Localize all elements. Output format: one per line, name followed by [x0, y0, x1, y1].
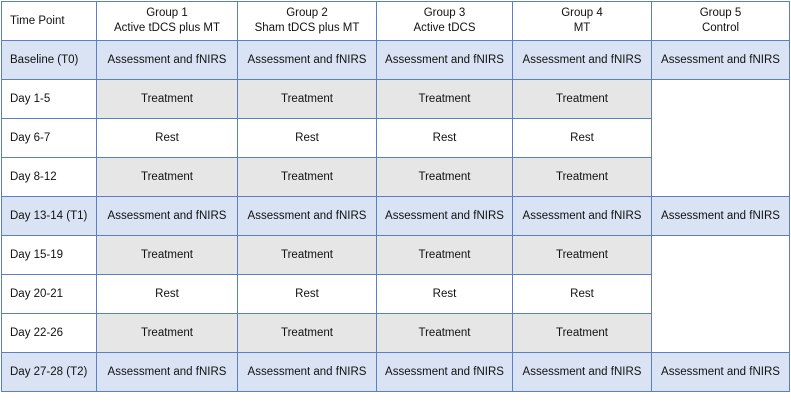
schedule-cell: Treatment — [377, 236, 513, 275]
header-row — [2, 2, 790, 41]
group-5-empty-cell — [652, 80, 790, 197]
schedule-cell: Treatment — [238, 236, 377, 275]
schedule-cell: Treatment — [238, 314, 377, 353]
schedule-cell: Treatment — [97, 80, 238, 119]
schedule-cell: Assessment and fNIRS — [652, 353, 790, 392]
schedule-cell: Assessment and fNIRS — [97, 197, 238, 236]
schedule-cell: Rest — [238, 119, 377, 158]
schedule-cell: Treatment — [238, 80, 377, 119]
schedule-cell: Assessment and fNIRS — [238, 41, 377, 80]
group-name: Group 5 — [699, 7, 742, 19]
schedule-cell: Treatment — [377, 314, 513, 353]
schedule-cell: Assessment and fNIRS — [377, 353, 513, 392]
schedule-cell: Assessment and fNIRS — [652, 41, 790, 80]
table-row — [2, 236, 790, 275]
table-row — [2, 41, 790, 80]
study-schedule-table — [1, 1, 790, 392]
time-point-cell: Baseline (T0) — [2, 41, 97, 80]
group-condition: Active tDCS — [413, 22, 476, 34]
header-group-4 — [513, 2, 652, 41]
schedule-cell: Assessment and fNIRS — [97, 41, 238, 80]
header-group-2 — [238, 2, 377, 41]
group-condition: Control — [701, 22, 740, 34]
table-row — [2, 80, 790, 119]
schedule-cell: Rest — [377, 119, 513, 158]
schedule-cell: Assessment and fNIRS — [238, 353, 377, 392]
header-time-point: Time Point — [2, 2, 97, 41]
schedule-cell: Treatment — [513, 158, 652, 197]
table-row — [2, 353, 790, 392]
schedule-cell: Assessment and fNIRS — [238, 197, 377, 236]
group-condition: Active tDCS plus MT — [113, 22, 221, 34]
header-group-1 — [97, 2, 238, 41]
time-point-cell: Day 20-21 — [2, 275, 97, 314]
schedule-cell: Treatment — [238, 158, 377, 197]
group-condition: MT — [573, 22, 591, 34]
schedule-cell: Assessment and fNIRS — [513, 41, 652, 80]
schedule-cell: Treatment — [97, 236, 238, 275]
time-point-cell: Day 13-14 (T1) — [2, 197, 97, 236]
time-point-cell: Day 8-12 — [2, 158, 97, 197]
schedule-cell: Treatment — [513, 80, 652, 119]
schedule-cell: Rest — [97, 275, 238, 314]
time-point-cell: Day 27-28 (T2) — [2, 353, 97, 392]
schedule-cell: Rest — [513, 119, 652, 158]
schedule-cell: Treatment — [377, 80, 513, 119]
schedule-cell: Treatment — [513, 236, 652, 275]
group-condition: Sham tDCS plus MT — [254, 22, 360, 34]
group-name: Group 4 — [561, 7, 603, 19]
group-name: Group 3 — [423, 7, 466, 19]
group-5-empty-cell — [652, 236, 790, 353]
header-group-5 — [652, 2, 790, 41]
schedule-cell: Assessment and fNIRS — [377, 41, 513, 80]
schedule-cell: Rest — [97, 119, 238, 158]
time-point-cell: Day 1-5 — [2, 80, 97, 119]
header-group-3 — [377, 2, 513, 41]
schedule-cell: Rest — [238, 275, 377, 314]
schedule-cell: Rest — [513, 275, 652, 314]
table-row — [2, 197, 790, 236]
schedule-cell: Treatment — [377, 158, 513, 197]
group-name: Group 2 — [286, 7, 328, 19]
schedule-cell: Treatment — [513, 314, 652, 353]
schedule-cell: Assessment and fNIRS — [513, 197, 652, 236]
schedule-cell: Assessment and fNIRS — [377, 197, 513, 236]
group-name: Group 1 — [146, 7, 188, 19]
schedule-cell: Assessment and fNIRS — [652, 197, 790, 236]
schedule-cell: Assessment and fNIRS — [513, 353, 652, 392]
schedule-cell: Treatment — [97, 158, 238, 197]
time-point-cell: Day 15-19 — [2, 236, 97, 275]
schedule-cell: Assessment and fNIRS — [97, 353, 238, 392]
schedule-cell: Treatment — [97, 314, 238, 353]
time-point-cell: Day 22-26 — [2, 314, 97, 353]
time-point-cell: Day 6-7 — [2, 119, 97, 158]
schedule-cell: Rest — [377, 275, 513, 314]
